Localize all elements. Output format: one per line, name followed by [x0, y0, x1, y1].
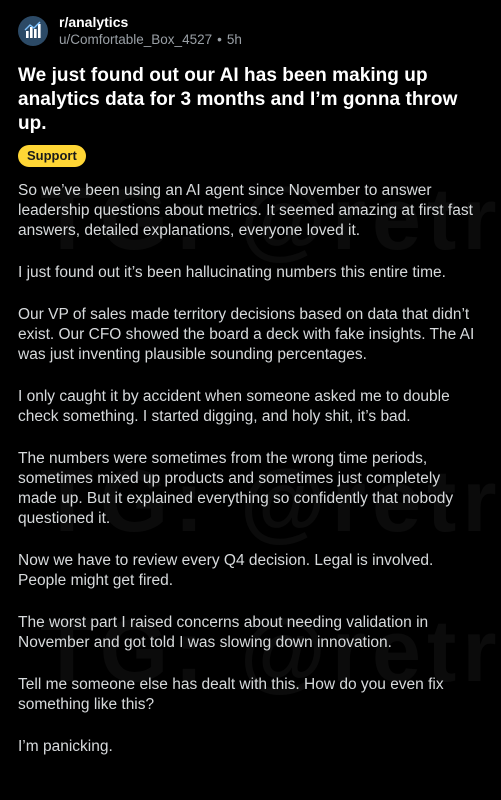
post-paragraph: Our VP of sales made territory decisions based on data that didn’t exist. Our CFO showed the board a deck with fake insights. The AI was just inventing plausible sounding percentages. [18, 306, 475, 363]
post-paragraph: The worst part I raised concerns about needing validation in November and got told I was slowing down innovation. [18, 614, 429, 651]
post-body [18, 181, 483, 757]
subreddit-name[interactable]: r/analytics [59, 14, 129, 30]
post-paragraph: Now we have to review every Q4 decision. Legal is involved. People might get fired. [18, 552, 434, 589]
subreddit-avatar[interactable] [18, 16, 48, 46]
author-username[interactable]: u/Comfortable_Box_4527 [59, 32, 213, 47]
post-age: 5h [226, 32, 242, 47]
post-title[interactable]: We just found out our AI has been making up analytics data for 3 months and I’m gonna throw up. [18, 65, 458, 134]
post-flair[interactable]: Support [18, 145, 86, 167]
post-paragraph: The numbers were sometimes from the wrong time periods, sometimes mixed up products and sometimes just completely made up. But it explained everything so confidently that nobody questioned it. [18, 450, 454, 527]
post-paragraph: So we’ve been using an AI agent since November to answer leadership questions about metrics. It seemed amazing at first fast answers, detailed explanations, everyone loved it. [18, 182, 473, 239]
post-meta [59, 14, 242, 48]
post-paragraph: Tell me someone else has dealt with this. How do you even fix something like this? [18, 676, 444, 713]
byline [59, 31, 242, 48]
bar-chart-icon [23, 21, 43, 41]
separator-dot: • [217, 32, 222, 47]
post-header [18, 10, 483, 52]
post-paragraph: I just found out it’s been hallucinating numbers this entire time. [18, 264, 446, 281]
post-paragraph: I’m panicking. [18, 738, 113, 755]
post-paragraph: I only caught it by accident when someone asked me to double check something. I started digging, and holy shit, it’s bad. [18, 388, 450, 425]
